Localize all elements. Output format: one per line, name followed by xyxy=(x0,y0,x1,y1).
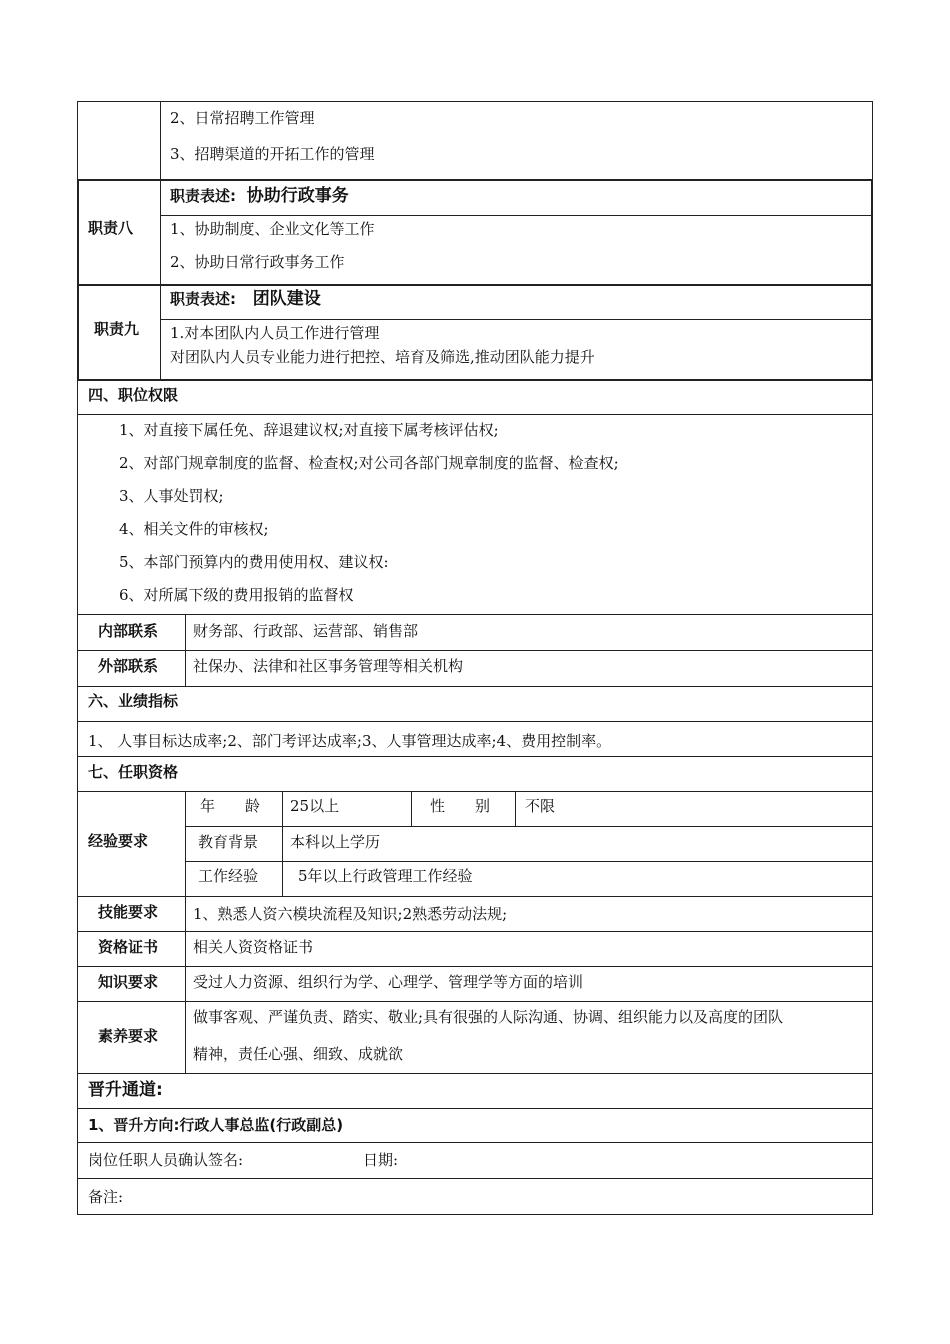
internal-contact-label: 内部联系 xyxy=(98,622,159,640)
duty9-desc-value: 团队建设 xyxy=(252,289,321,309)
skill-label: 技能要求 xyxy=(98,903,159,921)
age-label: 年 龄 xyxy=(200,797,261,815)
duty9-item: 对团队内人员专业能力进行把控、培育及筛选,推动团队能力提升 xyxy=(170,348,595,366)
duty8-item: 2、协助日常行政事务工作 xyxy=(170,253,345,271)
authority-item: 2、对部门规章制度的监督、检查权;对公司各部门规章制度的监督、检查权; xyxy=(119,454,619,472)
external-contact-value: 社保办、法律和社区事务管理等相关机构 xyxy=(193,657,464,675)
performance-text: 1、 人事目标达成率;2、部门考评达成率;3、人事管理达成率;4、费用控制率。 xyxy=(88,732,612,750)
quality-value-line2: 精神，责任心强、细致、成就欲 xyxy=(193,1045,404,1063)
authority-item: 1、对直接下属任免、辞退建议权;对直接下属考核评估权; xyxy=(119,421,499,439)
remark-label: 备注: xyxy=(88,1188,124,1206)
work-experience-label: 工作经验 xyxy=(198,867,259,885)
duty9-label: 职责九 xyxy=(94,320,140,338)
promotion-direction: 1、晋升方向:行政人事总监(行政副总) xyxy=(88,1116,344,1134)
education-label: 教育背景 xyxy=(198,833,259,851)
performance-title: 六、业绩指标 xyxy=(88,692,179,710)
internal-contact-value: 财务部、行政部、运营部、销售部 xyxy=(193,622,419,640)
duty8-item: 1、协助制度、企业文化等工作 xyxy=(170,220,375,238)
recruit-item: 2、日常招聘工作管理 xyxy=(170,109,315,127)
work-experience-value: 5年以上行政管理工作经验 xyxy=(298,867,473,885)
gender-label: 性 别 xyxy=(430,797,491,815)
certificate-value: 相关人资资格证书 xyxy=(193,938,314,956)
authority-item: 6、对所属下级的费用报销的监督权 xyxy=(119,586,354,604)
skill-value: 1、熟悉人资六模块流程及知识;2熟悉劳动法规; xyxy=(193,905,508,923)
signature-label: 岗位任职人员确认签名: xyxy=(88,1151,244,1169)
duty9-description xyxy=(170,289,321,309)
qualification-title: 七、任职资格 xyxy=(88,763,179,781)
external-contact-label: 外部联系 xyxy=(98,657,159,675)
authority-item: 4、相关文件的审核权; xyxy=(119,520,269,538)
duty9-desc-label: 职责表述: xyxy=(170,290,236,308)
authority-item: 3、人事处罚权; xyxy=(119,487,224,505)
gender-value: 不限 xyxy=(525,797,556,815)
quality-value-line1: 做事客观、严谨负责、踏实、敬业;具有很强的人际沟通、协调、组织能力以及高度的团队 xyxy=(193,1008,784,1026)
date-label: 日期: xyxy=(363,1151,399,1169)
authority-item: 5、本部门预算内的费用使用权、建议权: xyxy=(119,553,389,571)
duty8-desc-value: 协助行政事务 xyxy=(246,186,349,206)
education-value: 本科以上学历 xyxy=(290,833,381,851)
duty8-desc-label: 职责表述: xyxy=(170,187,236,205)
duty8-description xyxy=(170,186,349,206)
knowledge-value: 受过人力资源、组织行为学、心理学、管理学等方面的培训 xyxy=(193,973,584,991)
quality-label: 素养要求 xyxy=(98,1027,159,1045)
authority-title: 四、职位权限 xyxy=(88,386,179,404)
experience-label: 经验要求 xyxy=(88,832,149,850)
knowledge-label: 知识要求 xyxy=(98,973,159,991)
recruit-item: 3、招聘渠道的开拓工作的管理 xyxy=(170,145,375,163)
age-value: 25以上 xyxy=(290,797,340,815)
promotion-title: 晋升通道: xyxy=(88,1080,163,1100)
certificate-label: 资格证书 xyxy=(98,938,159,956)
duty9-item: 1.对本团队内人员工作进行管理 xyxy=(170,324,380,342)
duty8-label: 职责八 xyxy=(88,219,134,237)
